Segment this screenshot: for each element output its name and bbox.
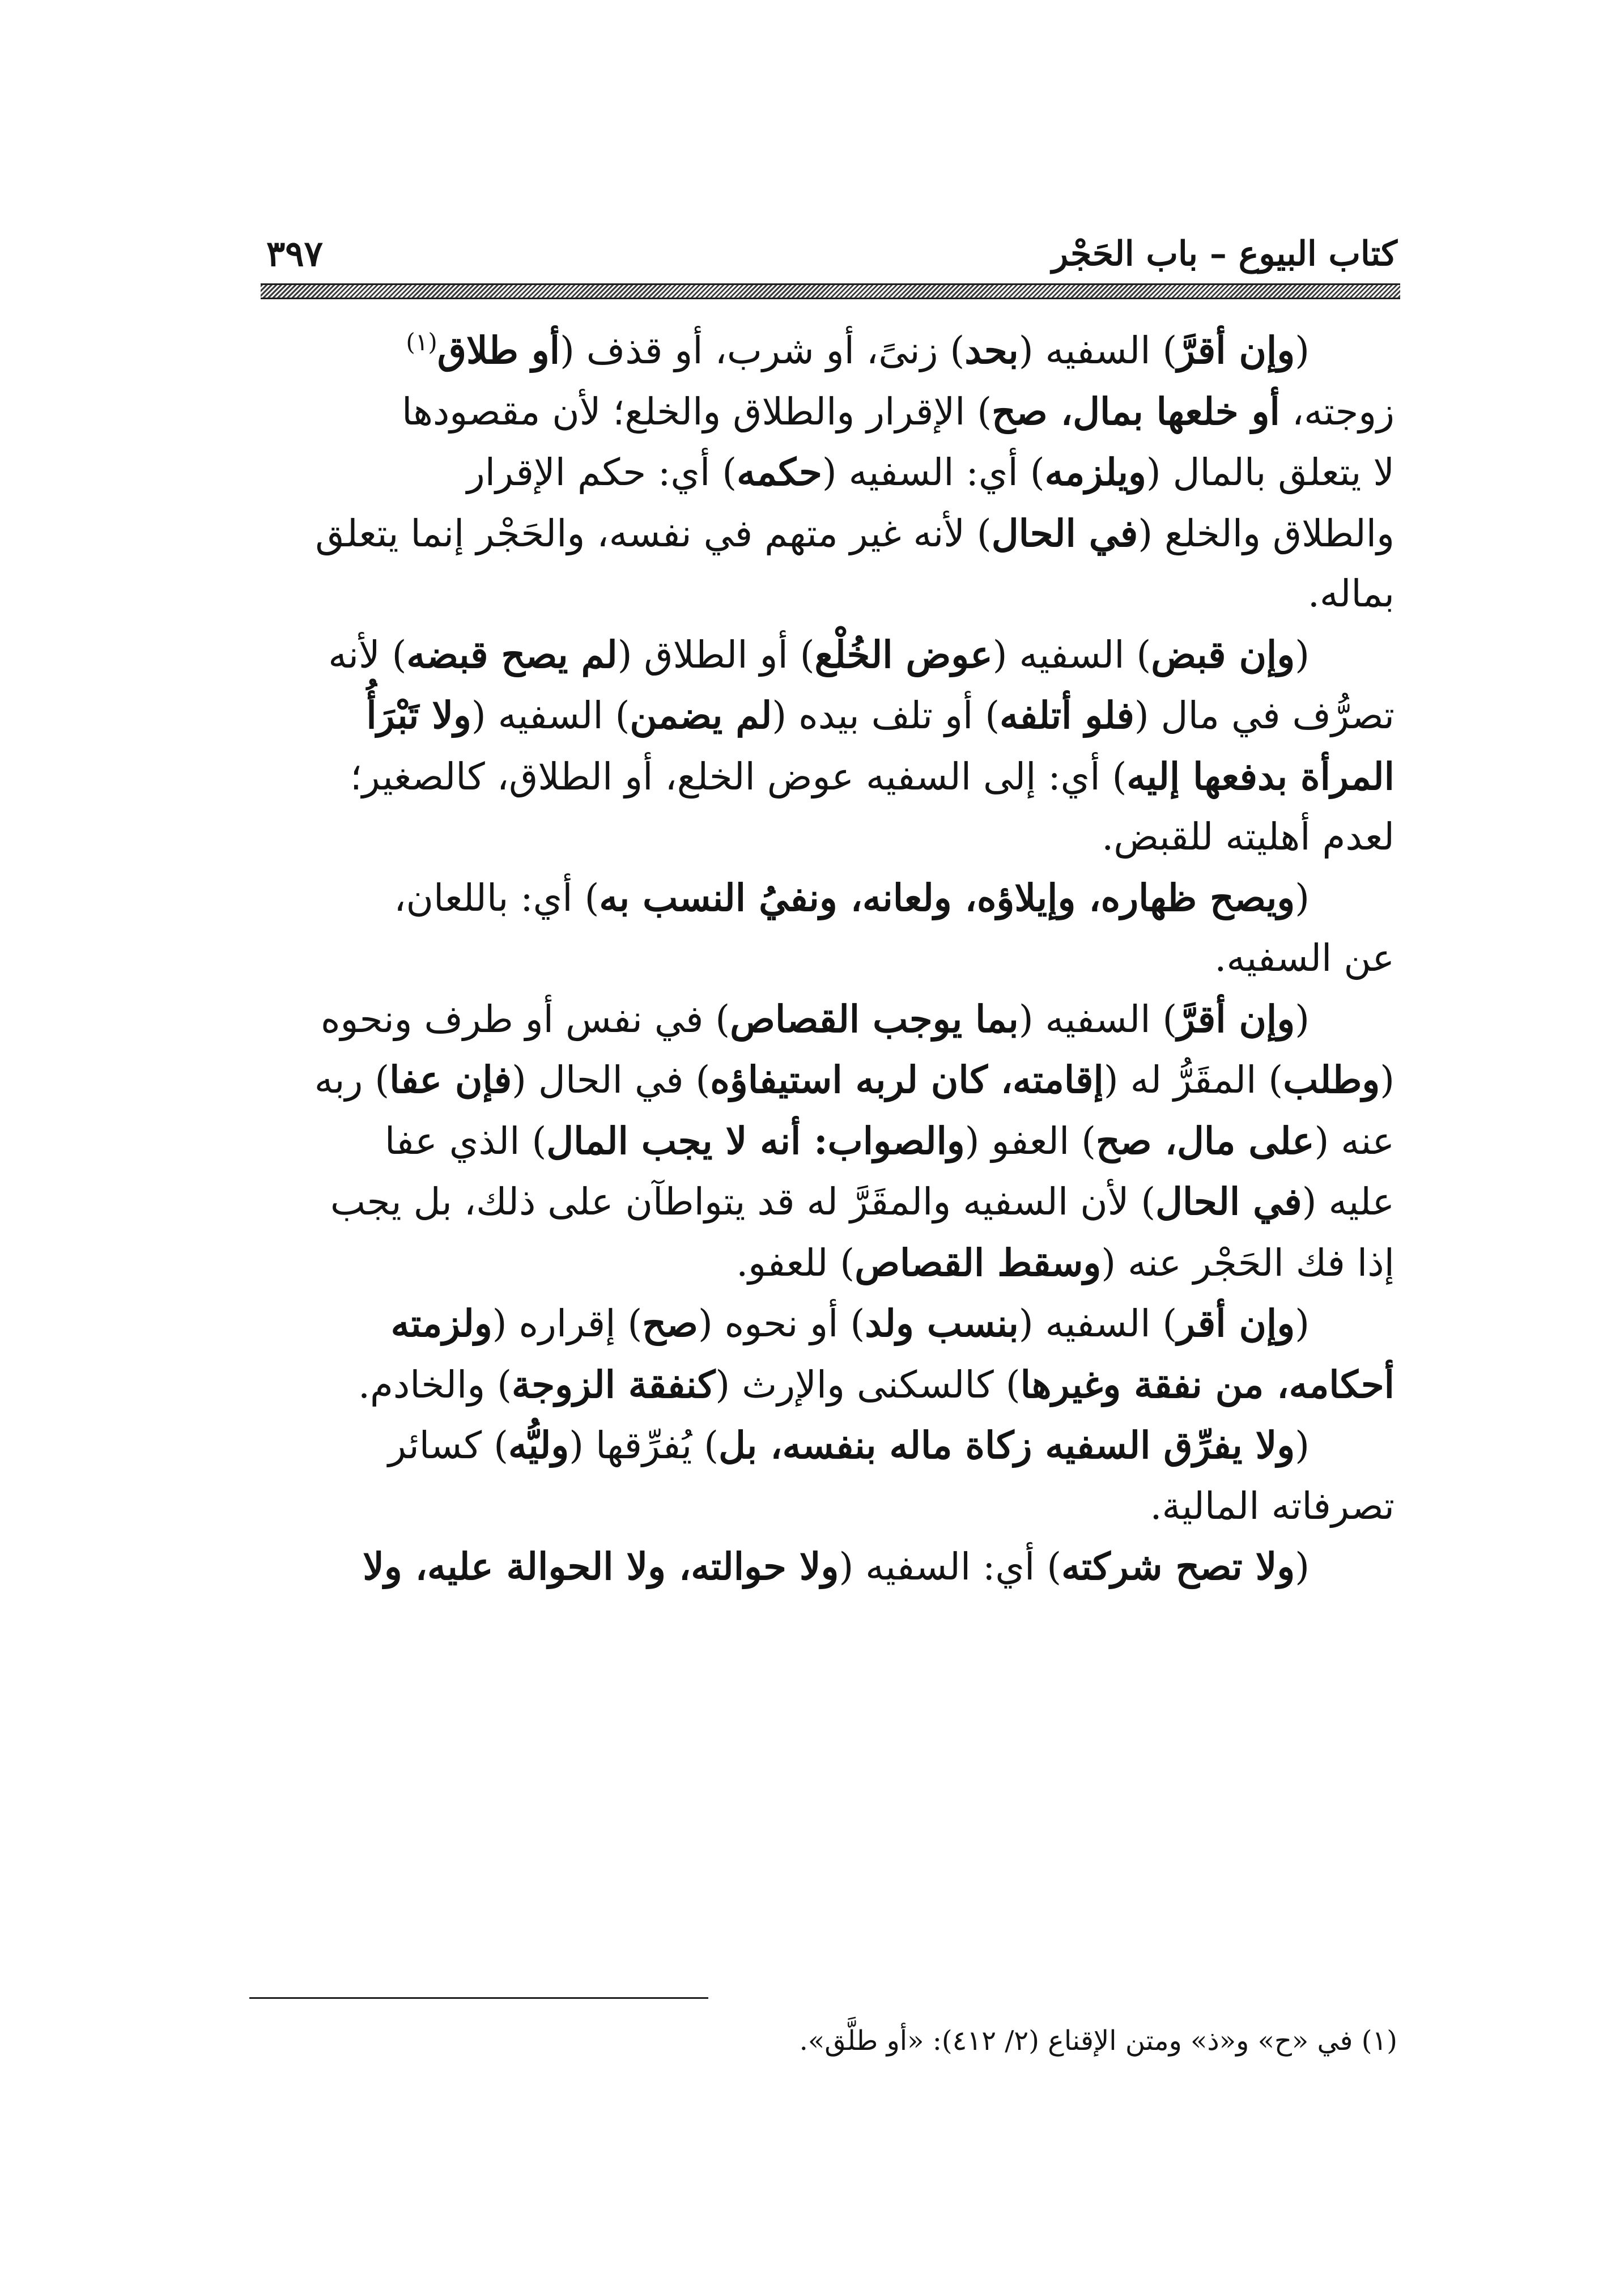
sharh-text: ( [1380,1058,1395,1102]
matn-text: صح [642,1301,698,1345]
sharh-text: ) لأنه غير متهم في نفسه، والحَجْر إنما يتعلق [315,511,992,555]
matn-text: على مال، صح [1096,1118,1315,1163]
sharh-text: إذا فك الحَجْر عنه ( [1101,1241,1395,1285]
paragraph-line [249,1233,1395,1294]
matn-text: وسقط القصاص [854,1240,1102,1285]
sharh-text: لعدم أهليته للقبض. [1102,815,1395,859]
matn-text: في الحال [991,511,1138,555]
sharh-text: ) كالسكنى والإرث ( [715,1362,1021,1407]
paragraph-first-line [249,1293,1395,1354]
sharh-text: ( [1295,632,1310,677]
sharh-text: تصرُّف في مال ( [1134,694,1395,737]
chapter-title: كتاب البيوع – باب الحَجْر [1052,234,1397,274]
paragraph-line [249,564,1395,625]
matn-text: المرأة بدفعها إليه [1126,754,1395,799]
sharh-text: عنه ( [1314,1119,1395,1163]
paragraph-first-line [249,625,1395,686]
sharh-text: تصرفاته المالية. [1150,1484,1395,1528]
paragraph-line [249,1476,1395,1537]
paragraph-line [249,1171,1395,1233]
running-header [266,231,1397,277]
sharh-text: ) السفيه ( [992,632,1151,677]
sharh-text: ) السفيه ( [1018,1302,1177,1345]
sharh-text: ) السفيه ( [1018,997,1177,1041]
sharh-text: ) العفو ( [964,1119,1096,1163]
matn-text: في الحال [1155,1179,1302,1224]
sharh-text: عليه ( [1302,1180,1395,1224]
matn-text: عوض الخُلْع [814,632,993,677]
paragraph-line [249,1111,1395,1172]
sharh-text: ) لأن السفيه والمقَرَّ له قد يتواطآن على ذلك، بل يجب [330,1180,1156,1224]
sharh-text: ( [1295,1302,1310,1345]
matn-text: وإن أقرَّ [1177,996,1295,1041]
sharh-text: ) أو الطلاق ( [617,632,815,677]
matn-text: لم يضمن [630,693,772,737]
sharh-text: ( [1295,876,1310,920]
header-rule [261,283,1400,299]
footnote: (١) في «ح» و«ذ» ومتن الإقناع (٢/ ٤١٢): «أو طلَّق». [799,2025,1397,2057]
matn-text: ويلزمه [1044,450,1146,494]
sharh-text: ) الإقرار والطلاق والخلع؛ لأن مقصودها [401,389,992,434]
sharh-text: ) الذي عفا [384,1119,547,1163]
sharh-text: ) للعفو. [736,1241,855,1285]
sharh-text: ) زنىً، أو شرب، أو قذف ( [560,329,965,372]
paragraph-line [249,807,1395,868]
matn-text: ولا حوالته، ولا الحوالة عليه، ولا [363,1544,839,1589]
sharh-text: والطلاق والخلع ( [1138,511,1395,555]
sharh-text: عن السفيه. [1214,936,1395,980]
sharh-text: ( [1295,1424,1310,1467]
sharh-text: ) أو تلف بيده ( [772,694,1000,737]
paragraph-line [249,503,1395,564]
sharh-text: ) في الحال ( [512,1058,711,1102]
paragraph-first-line [249,989,1395,1050]
matn-text: والصواب: أنه لا يجب المال [546,1118,965,1163]
matn-text: بحد [964,328,1019,372]
matn-text: بنسب ولد [865,1301,1019,1345]
sharh-text: ) أي: السفيه ( [822,451,1045,494]
paragraph-first-line [249,1536,1395,1598]
paragraph-line [249,381,1395,443]
matn-text: ويصح ظهاره، وإيلاؤه، ولعانه، ونفيُ النسب به [599,875,1295,920]
sharh-text: ) المقَرُّ له ( [1103,1058,1283,1102]
footnote-marker: (١) [406,328,437,356]
sharh-text: ) لأنه [328,632,407,677]
matn-text: وإن قبض [1151,632,1295,677]
matn-text: وإن أقر [1177,1301,1295,1345]
matn-text: أحكامه، من نفقة وغيرها [1020,1362,1395,1407]
paragraph-first-line [249,868,1395,929]
sharh-text: ( [1295,329,1310,372]
sharh-text: ) أي: باللعان، [394,876,600,920]
matn-text: فإن عفا [389,1058,512,1102]
paragraph-line [249,746,1395,808]
sharh-text: ) أي: إلى السفيه عوض الخلع، أو الطلاق، كالصغير؛ [350,754,1127,799]
footnote-separator [249,1997,708,1999]
paragraph-line [249,928,1395,989]
sharh-text: ) السفيه ( [1018,329,1177,372]
sharh-text: ( [1295,1545,1310,1589]
matn-text: وطلب [1283,1058,1380,1102]
sharh-text: ) يُفرِّقها ( [569,1424,719,1467]
matn-text: كنفقة الزوجة [512,1362,716,1407]
matn-text: ولا يفرِّق السفيه زكاة ماله بنفسه، بل [718,1423,1295,1467]
body-text [249,320,1395,1598]
matn-text: وإن أقرَّ [1177,328,1295,372]
matn-text: ولا تصح شركته [1061,1544,1295,1589]
sharh-text: ) ربه [314,1058,390,1102]
sharh-text: ) أي: السفيه ( [839,1545,1062,1589]
matn-text: بما يوجب القصاص [730,996,1019,1041]
sharh-text: زوجته، [1279,389,1395,434]
matn-text: ولزمته [390,1301,492,1345]
page-number: ٣٩٧ [266,233,323,274]
matn-text: لم يصح قبضه [406,632,618,677]
sharh-text: ) كسائر [388,1424,508,1467]
paragraph-line [249,1050,1395,1111]
paragraph-line [249,1354,1395,1416]
sharh-text: ) في نفس أو طرف ونحوه [320,997,730,1041]
paragraph-first-line [249,320,1395,381]
paragraph-line [249,685,1395,746]
sharh-text: لا يتعلق بالمال ( [1146,451,1395,494]
sharh-text: ) والخادم. [358,1362,512,1407]
paragraph-first-line [249,1415,1395,1476]
paragraph-line [249,442,1395,503]
matn-text: فلو أتلفه [1000,693,1134,737]
matn-text: أو خلعها بمال، صح [992,389,1280,434]
matn-text: ولا تَبْرَأُ [366,693,471,737]
sharh-text: بماله. [1307,572,1395,615]
sharh-text: ) السفيه ( [471,694,630,737]
matn-text: وليُّه [508,1423,569,1467]
sharh-text: ) أو نحوه ( [698,1302,865,1345]
matn-text: إقامته، كان لربه استيفاؤه [710,1058,1104,1102]
sharh-text: ( [1295,997,1310,1041]
matn-text: حكمه [737,450,822,494]
matn-text: أو طلاق [437,328,560,372]
sharh-text: ) أي: حكم الإقرار [466,451,737,494]
sharh-text: ) إقراره ( [492,1302,643,1345]
